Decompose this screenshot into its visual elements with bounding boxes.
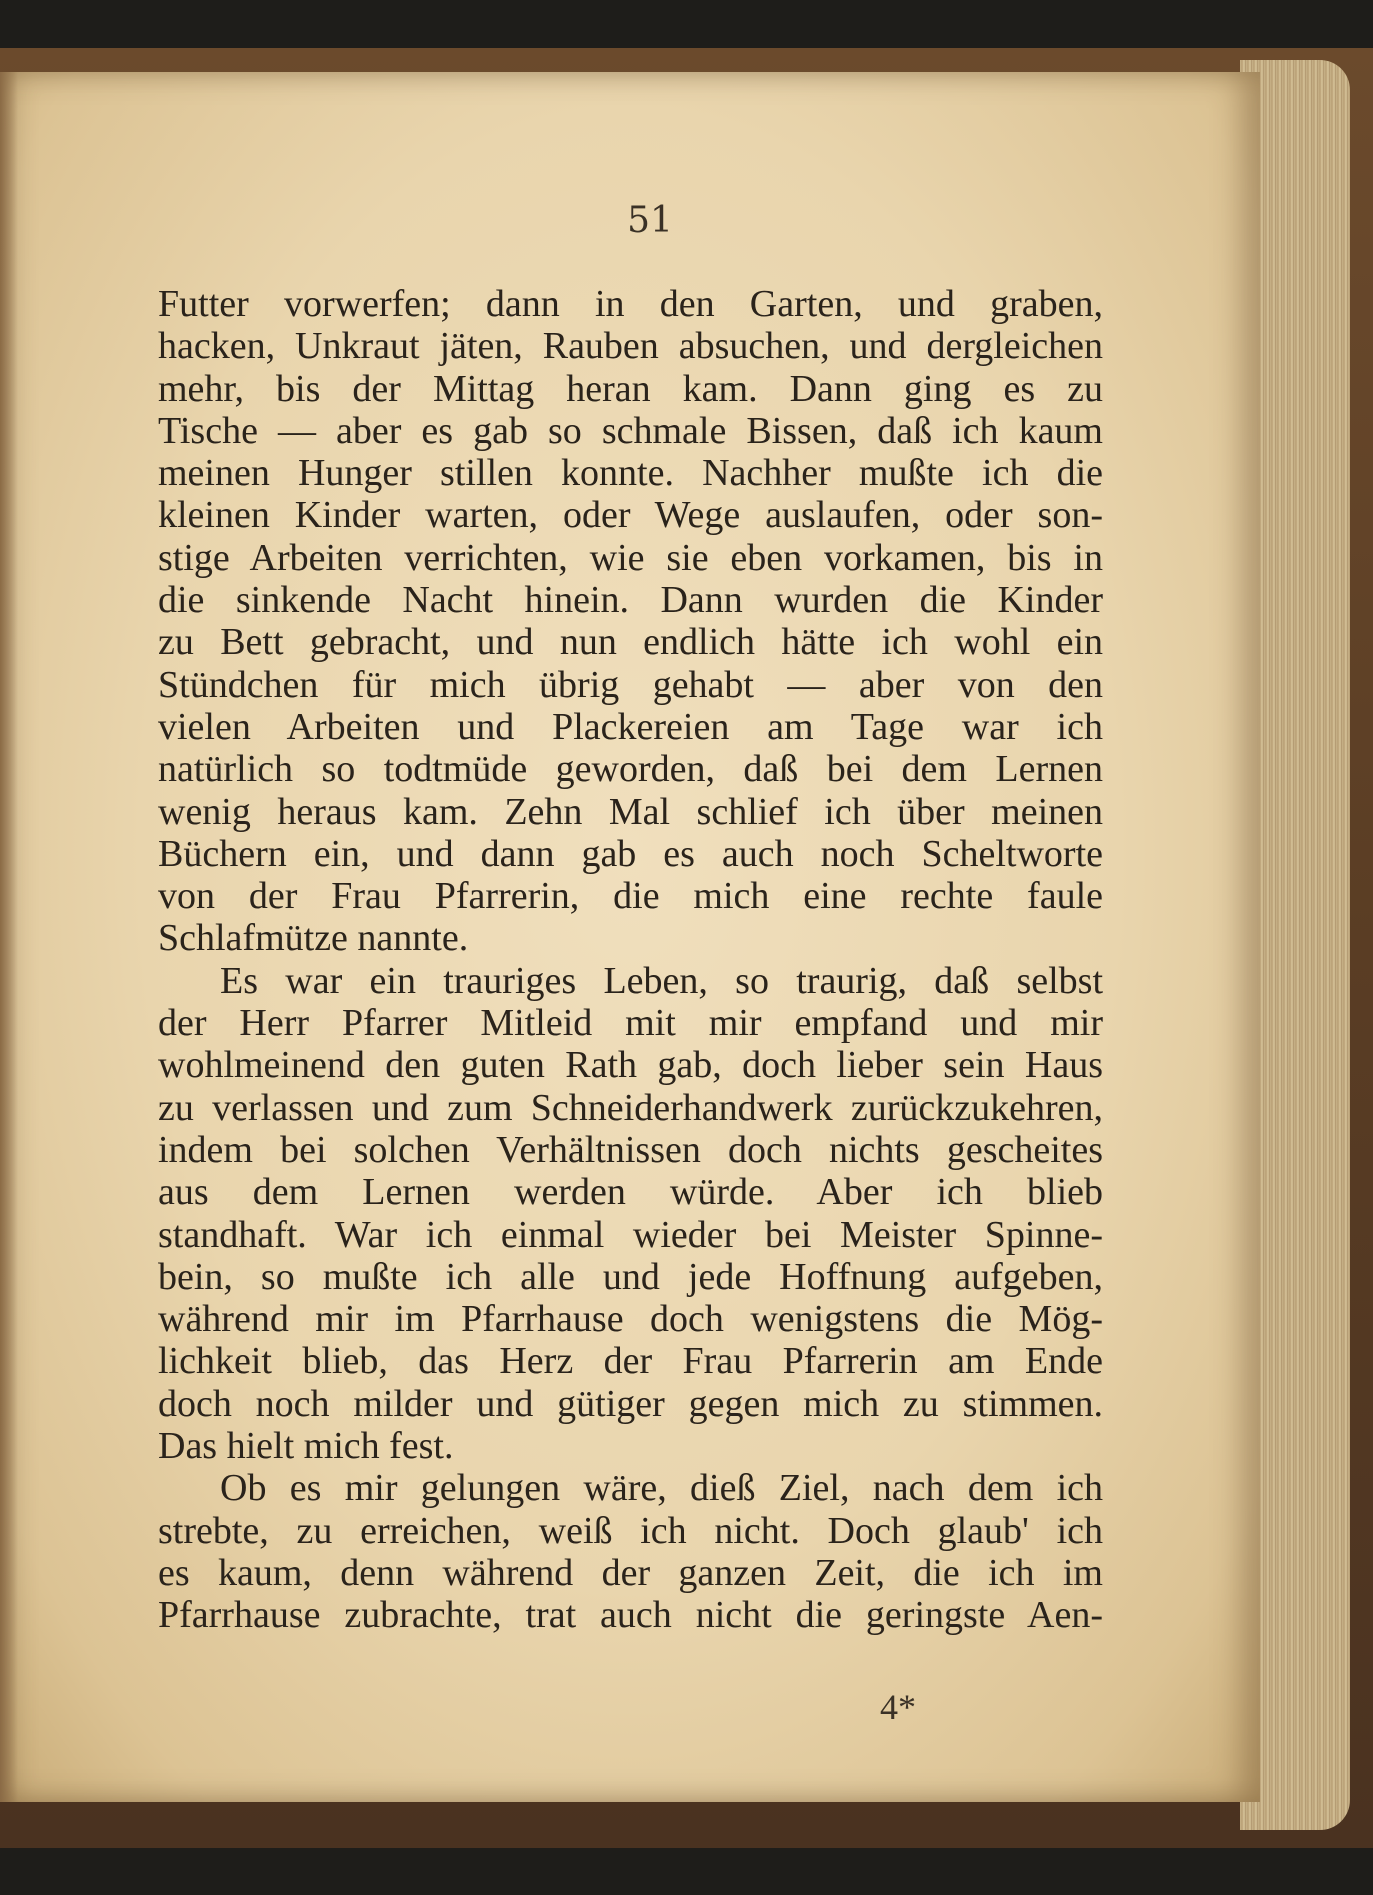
paragraph-end-line: Das hielt mich fest. [158,1425,454,1468]
paragraph-end-line: Schlafmütze nannte. [158,917,469,960]
text-line: Tische — aber es gab so schmale Bissen, daß ich kaum [158,409,1103,452]
text-line: Büchern ein, und dann gab es auch noch Scheltworte [158,832,1103,875]
text-line: der Herr Pfarrer Mitleid mit mir empfand und mir [158,1002,1103,1045]
paragraph-first-line: Ob es mir gelungen wäre, dieß Ziel, nach dem ich [220,1467,1103,1510]
body-text [158,283,1103,1637]
text-line: bein, so mußte ich alle und jede Hoffnung aufgeben, [158,1255,1103,1298]
text-line: standhaft. War ich einmal wieder bei Meister Spinne- [158,1213,1103,1256]
text-line: es kaum, denn während der ganzen Zeit, die ich im [158,1551,1103,1594]
text-line: kleinen Kinder warten, oder Wege auslaufen, oder son- [158,494,1103,537]
text-line: stige Arbeiten verrichten, wie sie eben vorkamen, bis in [158,536,1103,579]
text-line: wenig heraus kam. Zehn Mal schlief ich über meinen [158,790,1103,833]
text-line: die sinkende Nacht hinein. Dann wurden die Kinder [158,579,1103,622]
text-line: zu Bett gebracht, und nun endlich hätte ich wohl ein [158,621,1103,664]
text-line: mehr, bis der Mittag heran kam. Dann ging es zu [158,367,1103,410]
page-number: 51 [627,200,673,241]
paragraph-first-line: Es war ein trauriges Leben, so traurig, daß selbst [220,959,1103,1002]
signature-mark: 4* [880,1687,916,1727]
text-line: meinen Hunger stillen konnte. Nachher mußte ich die [158,452,1103,495]
text-line: vielen Arbeiten und Plackereien am Tage war ich [158,705,1103,748]
text-line: lichkeit blieb, das Herz der Frau Pfarrerin am Ende [158,1340,1103,1383]
text-line: indem bei solchen Verhältnissen doch nichts gescheites [158,1128,1103,1171]
text-line: wohlmeinend den guten Rath gab, doch lieber sein Haus [158,1044,1103,1087]
text-line: natürlich so todtmüde geworden, daß bei dem Lernen [158,748,1103,791]
page-gutter [0,72,18,1802]
text-line: während mir im Pfarrhause doch wenigstens die Mög- [158,1298,1103,1341]
text-line: doch noch milder und gütiger gegen mich zu stimmen. [158,1382,1103,1425]
text-line: Futter vorwerfen; dann in den Garten, und graben, [158,283,1103,325]
text-line: strebte, zu erreichen, weiß ich nicht. Doch glaub' ich [158,1509,1103,1552]
text-line: Stündchen für mich übrig gehabt — aber von den [158,663,1103,706]
text-line: von der Frau Pfarrerin, die mich eine rechte faule [158,875,1103,918]
text-line: zu verlassen und zum Schneiderhandwerk zurückzukehren, [158,1086,1103,1129]
text-line: Pfarrhause zubrachte, trat auch nicht die geringste Aen- [158,1594,1103,1637]
text-line: hacken, Unkraut jäten, Rauben absuchen, und dergleichen [158,325,1103,368]
text-line: aus dem Lernen werden würde. Aber ich blieb [158,1171,1103,1214]
